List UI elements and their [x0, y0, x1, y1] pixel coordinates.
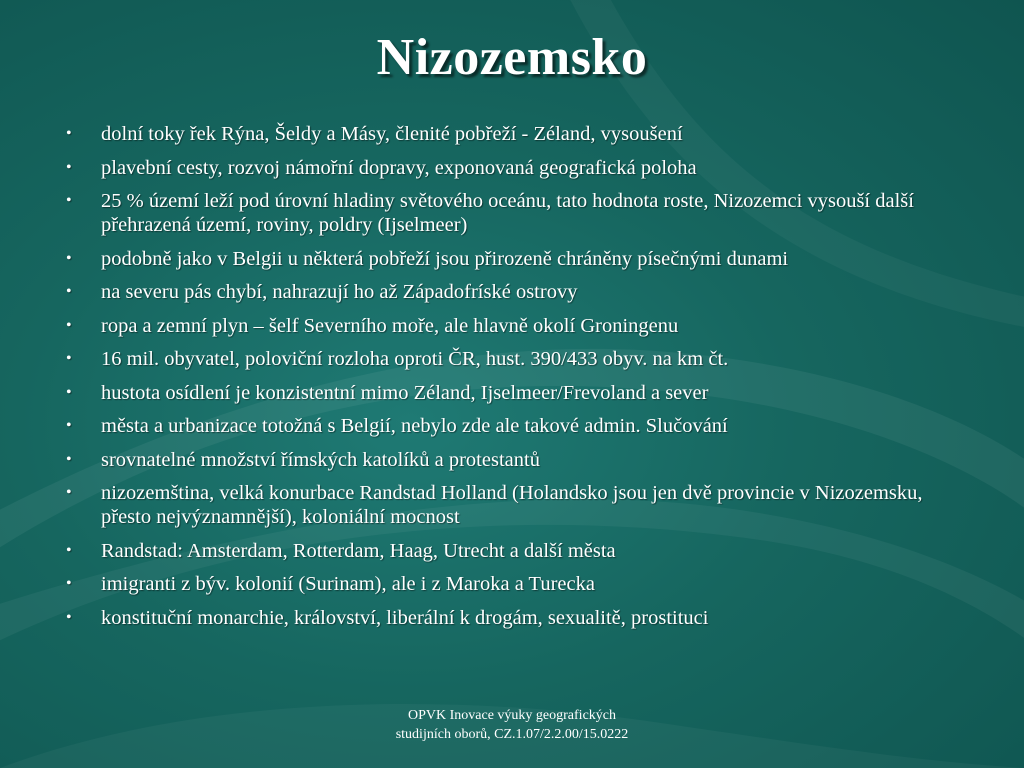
bullet-item: [64, 156, 964, 180]
bullet-text: 25 % území leží pod úrovní hladiny světového oceánu, tato hodnota roste, Nizozemci vysouší další přehrazená území, roviny, poldry (Ijselmeer): [101, 190, 914, 236]
bullet-text: plavební cesty, rozvoj námořní dopravy, exponovaná geografická poloha: [101, 156, 697, 179]
bullet-item: [64, 572, 964, 596]
bullet-text: na severu pás chybí, nahrazují ho až Západofríské ostrovy: [101, 281, 578, 303]
bullet-item: [64, 481, 964, 529]
bullet-item: [64, 189, 964, 237]
bullet-text: 16 mil. obyvatel, poloviční rozloha oproti ČR, hust. 390/433 obyv. na km čt.: [101, 348, 729, 370]
bullet-icon: •: [66, 484, 72, 501]
bullet-text: konstituční monarchie, království, liberální k drogám, sexualitě, prostituci: [101, 606, 709, 629]
bullet-text: podobně jako v Belgii u některá pobřeží jsou přirozeně chráněny písečnými dunami: [101, 247, 789, 270]
bullet-icon: •: [66, 125, 72, 142]
bullet-item: [64, 122, 964, 146]
bullet-icon: •: [66, 417, 72, 434]
bullet-icon: •: [66, 283, 72, 300]
bullet-icon: •: [66, 158, 72, 176]
bullet-icon: •: [66, 608, 72, 626]
bullet-item: [64, 606, 964, 630]
bullet-icon: •: [66, 383, 72, 401]
bullet-text: ropa a zemní plyn – šelf Severního moře, ale hlavně okolí Groningenu: [101, 314, 679, 337]
bullet-item: [64, 448, 964, 472]
bullet-item: [64, 347, 964, 371]
bullet-text: srovnatelné množství římských katolíků a protestantů: [101, 448, 540, 471]
bullet-icon: •: [66, 450, 72, 468]
bullet-text: hustota osídlení je konzistentní mimo Zéland, Ijselmeer/Frevoland a sever: [101, 381, 709, 404]
bullet-text: nizozemština, velká konurbace Randstad Holland (Holandsko jsou jen dvě provincie v Nizozemsku, přesto nejvýznamnější), koloniální mocnost: [101, 482, 923, 528]
bullet-item: [64, 314, 964, 338]
bullet-text: dolní toky řek Rýna, Šeldy a Másy, členité pobřeží - Zéland, vysoušení: [101, 123, 683, 145]
bullet-item: [64, 414, 964, 438]
bullet-text: města a urbanizace totožná s Belgií, nebylo zde ale takové admin. Slučování: [101, 415, 728, 437]
bullet-item: [64, 539, 964, 563]
slide-footer: [312, 706, 712, 744]
bullet-text: Randstad: Amsterdam, Rotterdam, Haag, Utrecht a další města: [101, 539, 616, 562]
footer-line-2: studijních oborů, CZ.1.07/2.2.00/15.0222: [395, 727, 629, 742]
bullet-icon: •: [66, 192, 72, 209]
bullet-item: [64, 381, 964, 405]
bullet-icon: •: [66, 541, 72, 559]
bullet-list: [64, 122, 964, 639]
bullet-text: imigranti z býv. kolonií (Surinam), ale i z Maroka a Turecka: [101, 573, 595, 595]
slide-title: Nizozemsko: [376, 29, 648, 86]
bullet-item: [64, 280, 964, 304]
bullet-icon: •: [66, 575, 72, 592]
bullet-icon: •: [66, 350, 72, 367]
footer-line-1: OPVK Inovace výuky geografických: [408, 708, 616, 723]
bullet-item: [64, 247, 964, 271]
bullet-icon: •: [66, 249, 72, 267]
bullet-icon: •: [66, 316, 72, 334]
